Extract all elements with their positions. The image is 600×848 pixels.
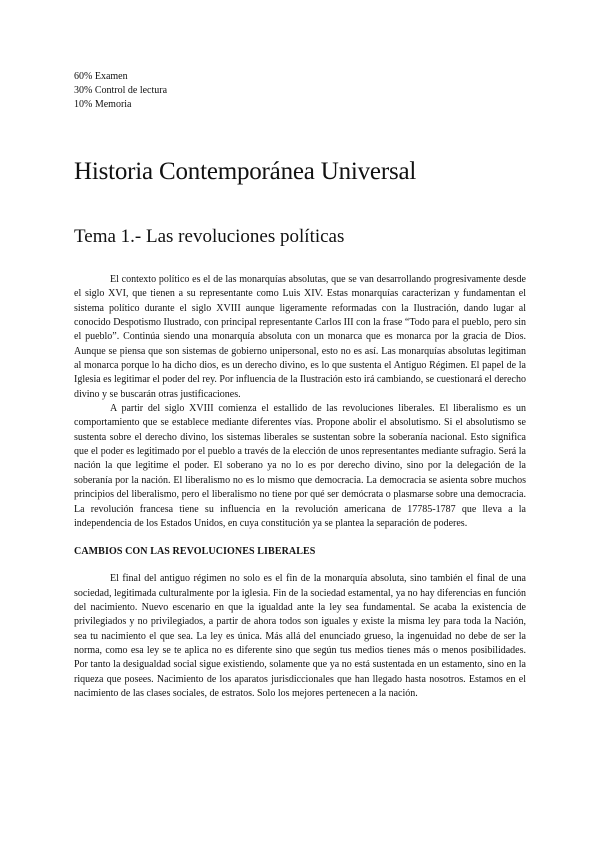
grading-line-reading: 30% Control de lectura [74, 85, 168, 96]
paragraph-context: El contexto político es el de las monarquías absolutas, que se van desarrollando progresivamente desde el siglo XVI, que tienen a su representante como Luis XIV. Estas monarquías caracterizan y fundamentan el sistema político durante el siglo XVIII aunque ligeramente reformadas con la Ilustración, dando lugar al conocido Despotismo Ilustrado, con principal representante Carlos III con la frase “Todo para el pueblo, pero sin el pueblo”. Continúa siendo una monarquía absoluta con un monarca que es monarca por la gracia de Dios. Aunque se piensa que son sistemas de gobierno unipersonal, esto no es así. Las monarquías absolutas legitiman al monarca porque lo ha dicho dios, es un derecho divino, es lo que sustenta el Antiguo Régimen. El papel de la Iglesia es legitimar el poder del rey. Por influencia de la Ilustración esto irá cambiando, se cuestionará el derecho divino y se buscarán otras justificaciones. [74, 274, 526, 400]
grading-line-memoria: 10% Memoria [74, 99, 132, 110]
paragraph-liberalism: A partir del siglo XVIII comienza el estallido de las revoluciones liberales. El liberalismo es un comportamiento que se establece mediante diferentes vías. Propone abolir el absolutismo. Si el absolutismo se sustenta sobre el derecho divino, los sistemas liberales se sustentan sobre la soberanía nacional. Esto significa que el poder es legitimado por el pueblo a través de la elección de unos representantes mediante sufragio. Será la nación la que legitime el poder. El soberano ya no lo es por derecho divino, sino por la delegación de la soberanía por la nación. El liberalismo no es lo mismo que democracia. La democracia se asienta sobre muchos principios del liberalismo, pero el liberalismo no tiene por qué ser demócrata o plasmarse sobre una democracia. La revolución francesa tiene su influencia en la revolución americana de 17785-1787 que lleva a la independencia de los Estados Unidos, en cuya constitución ya se plantea la separación de poderes. [74, 403, 526, 529]
section-heading: CAMBIOS CON LAS REVOLUCIONES LIBERALES [74, 546, 316, 558]
paragraph-changes: El final del antiguo régimen no solo es el fin de la monarquía absoluta, sino también el final de una sociedad, legitimada culturalmente por la iglesia. Fin de la sociedad estamental, ya no hay diferencias en función del nacimiento. Nuevo escenario en que la igualdad ante la ley sea fundamental. Se acaba la existencia de privilegiados y no privilegiados, a partir de ahora todos son iguales y existe la misma ley para toda la Nación, sea tu nacimiento el que sea. La ley es única. Más allá del enunciado grueso, la ingenuidad no debe de ser la norma, como esa ley se te aplica no es diferente sino que según tus medios tienes más o menos posibilidades. Por tanto la desigualdad social sigue existiendo, solamente que ya no está sustentada en un estamento, sino en la riqueza que posees. Nacimiento de los aparatos jurisdiccionales que han llegado hasta nosotros. Estamos en el nacimiento de las clases sociales, de estratos. Solo los mejores pertenecen a la nación. [74, 573, 526, 699]
grading-breakdown [74, 70, 526, 112]
grading-line-exam: 60% Examen [74, 71, 128, 82]
document-title: Historia Contemporánea Universal [74, 158, 417, 185]
tema-title: Tema 1.- Las revoluciones políticas [74, 226, 345, 247]
